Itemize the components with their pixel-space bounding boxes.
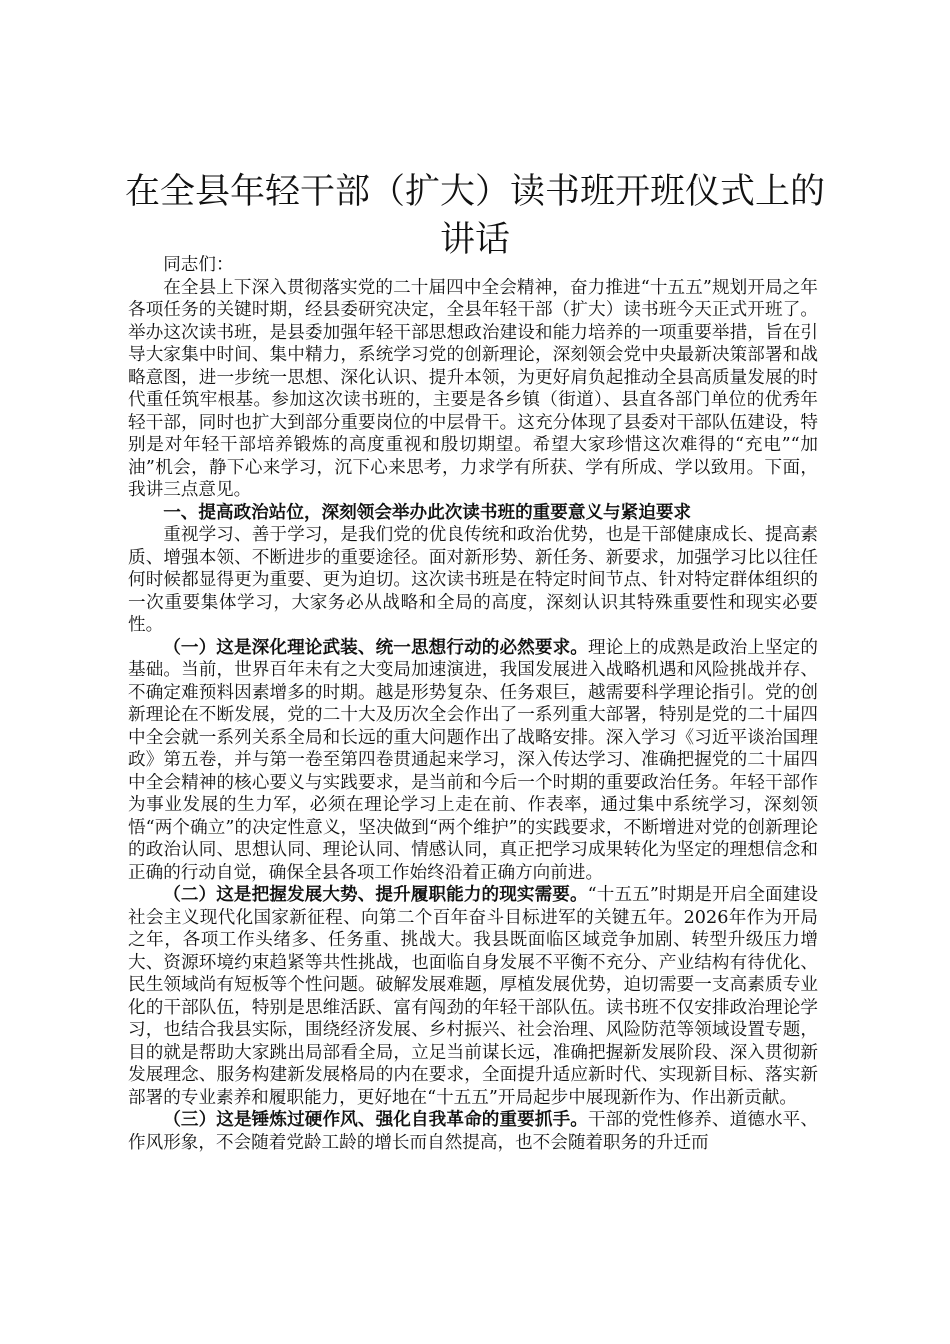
point-text: 理论上的成熟是政治上坚定的基础。当前，世界百年未有之大变局加速演进，我国发展进入战略机遇和风险挑战并存、不确定难预料因素增多的时期。越是形势复杂、任务艰巨，越需要科学理论指引。党的创新理论在不断发展，党的二十大及历次全会作出了一系列重大部署，特别是党的二十届四中全会就一系列关系全局和长远的重大问题作出了战略安排。深入学习《习近平谈治国理政》第五卷，并与第一卷至第四卷贯通起来学习，深入传达学习、准确把握党的二十届四中全会精神的核心要义与实践要求，是当前和今后一个时期的重要政治任务。年轻干部作为事业发展的生力军，必须在理论学习上走在前、作表率，通过集中系统学习，深刻领悟“两个确立”的决定性意义，坚决做到“两个维护”的实践要求，不断增进对党的创新理论的政治认同、思想认同、理论认同、情感认同，真正把学习成果转化为坚定的理想信念和正确的行动自觉，确保全县各项工作始终沿着正确方向前进。 (128, 637, 818, 883)
point-paragraph (128, 884, 818, 1109)
salutation: 同志们： (163, 255, 234, 275)
point-text: “十五五”时期是开启全面建设社会主义现代化国家新征程、向第二个百年奋斗目标进军的关键五年。2026年作为开局之年，各项工作头绪多、任务重、挑战大。我县既面临区域竞争加剧、转型升级压力增大、资源环境约束趋紧等共性挑战，也面临自身发展不平衡不充分、产业结构有待优化、民生领域尚有短板等个性问题。破解发展难题，厚植发展优势，迫切需要一支高素质专业化的干部队伍，特别是思维活跃、富有闯劲的年轻干部队伍。读书班不仅安排政治理论学习，也结合我县实际，围绕经济发展、乡村振兴、社会治理、风险防范等领域设置专题，目的就是帮助大家跳出局部看全局，立足当前谋长远，准确把握新发展阶段、深入贯彻新发展理念、服务构建新发展格局的内在要求，全面提升适应新时代、实现新目标、落实新部署的专业素养和履职能力，更好地在“十五五”开局起步中展现新作为、作出新贡献。 (128, 885, 818, 1108)
document-title: 在全县年轻干部（扩大）读书班开班仪式上的讲话 (124, 172, 825, 260)
point-paragraph (128, 1109, 818, 1154)
point-lead: （二）这是把握发展大势、提升履职能力的现实需要。 (163, 884, 588, 905)
point-text: 干部的党性修养、道德水平、作风形象，不会随着党龄工龄的增长而自然提高，也不会随着职务的升迁而 (128, 1110, 818, 1153)
point-paragraph (128, 637, 818, 885)
section-heading: 一、提高政治站位，深刻领会举办此次读书班的重要意义与紧迫要求 (163, 501, 692, 523)
point-lead: （三）这是锤炼过硬作风、强化自我革命的重要抓手。 (163, 1109, 588, 1130)
intro-paragraph: 在全县上下深入贯彻落实党的二十届四中全会精神，奋力推进“十五五”规划开局之年各项任务的关键时期，经县委研究决定，全县年轻干部（扩大）读书班今天正式开班了。举办这次读书班，是县委加强年轻干部思想政治建设和能力培养的一项重要举措，旨在引导大家集中时间、集中精力，系统学习党的创新理论，深刻领会党中央最新决策部署和战略意图，进一步统一思想、深化认识、提升本领，为更好肩负起推动全县高质量发展的时代重任筑牢根基。参加这次读书班的，主要是各乡镇（街道）、县直各部门单位的优秀年轻干部，同时也扩大到部分重要岗位的中层骨干。这充分体现了县委对干部队伍建设，特别是对年轻干部培养锻炼的高度重视和殷切期望。希望大家珍惜这次难得的“充电”“加油”机会，静下心来学习，沉下心来思考，力求学有所获、学有所成、学以致用。下面，我讲三点意见。 (128, 277, 818, 500)
document-body (128, 254, 818, 1154)
section-intro-paragraph: 重视学习、善于学习，是我们党的优良传统和政治优势，也是干部健康成长、提高素质、增强本领、不断进步的重要途径。面对新形势、新任务、新要求，加强学习比以往任何时候都显得更为重要、更为迫切。这次读书班是在特定时间节点、针对特定群体组织的一次重要集体学习，大家务必从战略和全局的高度，深刻认识其特殊重要性和现实必要性。 (128, 525, 818, 635)
point-lead: （一）这是深化理论武装、统一思想行动的必然要求。 (163, 636, 588, 658)
